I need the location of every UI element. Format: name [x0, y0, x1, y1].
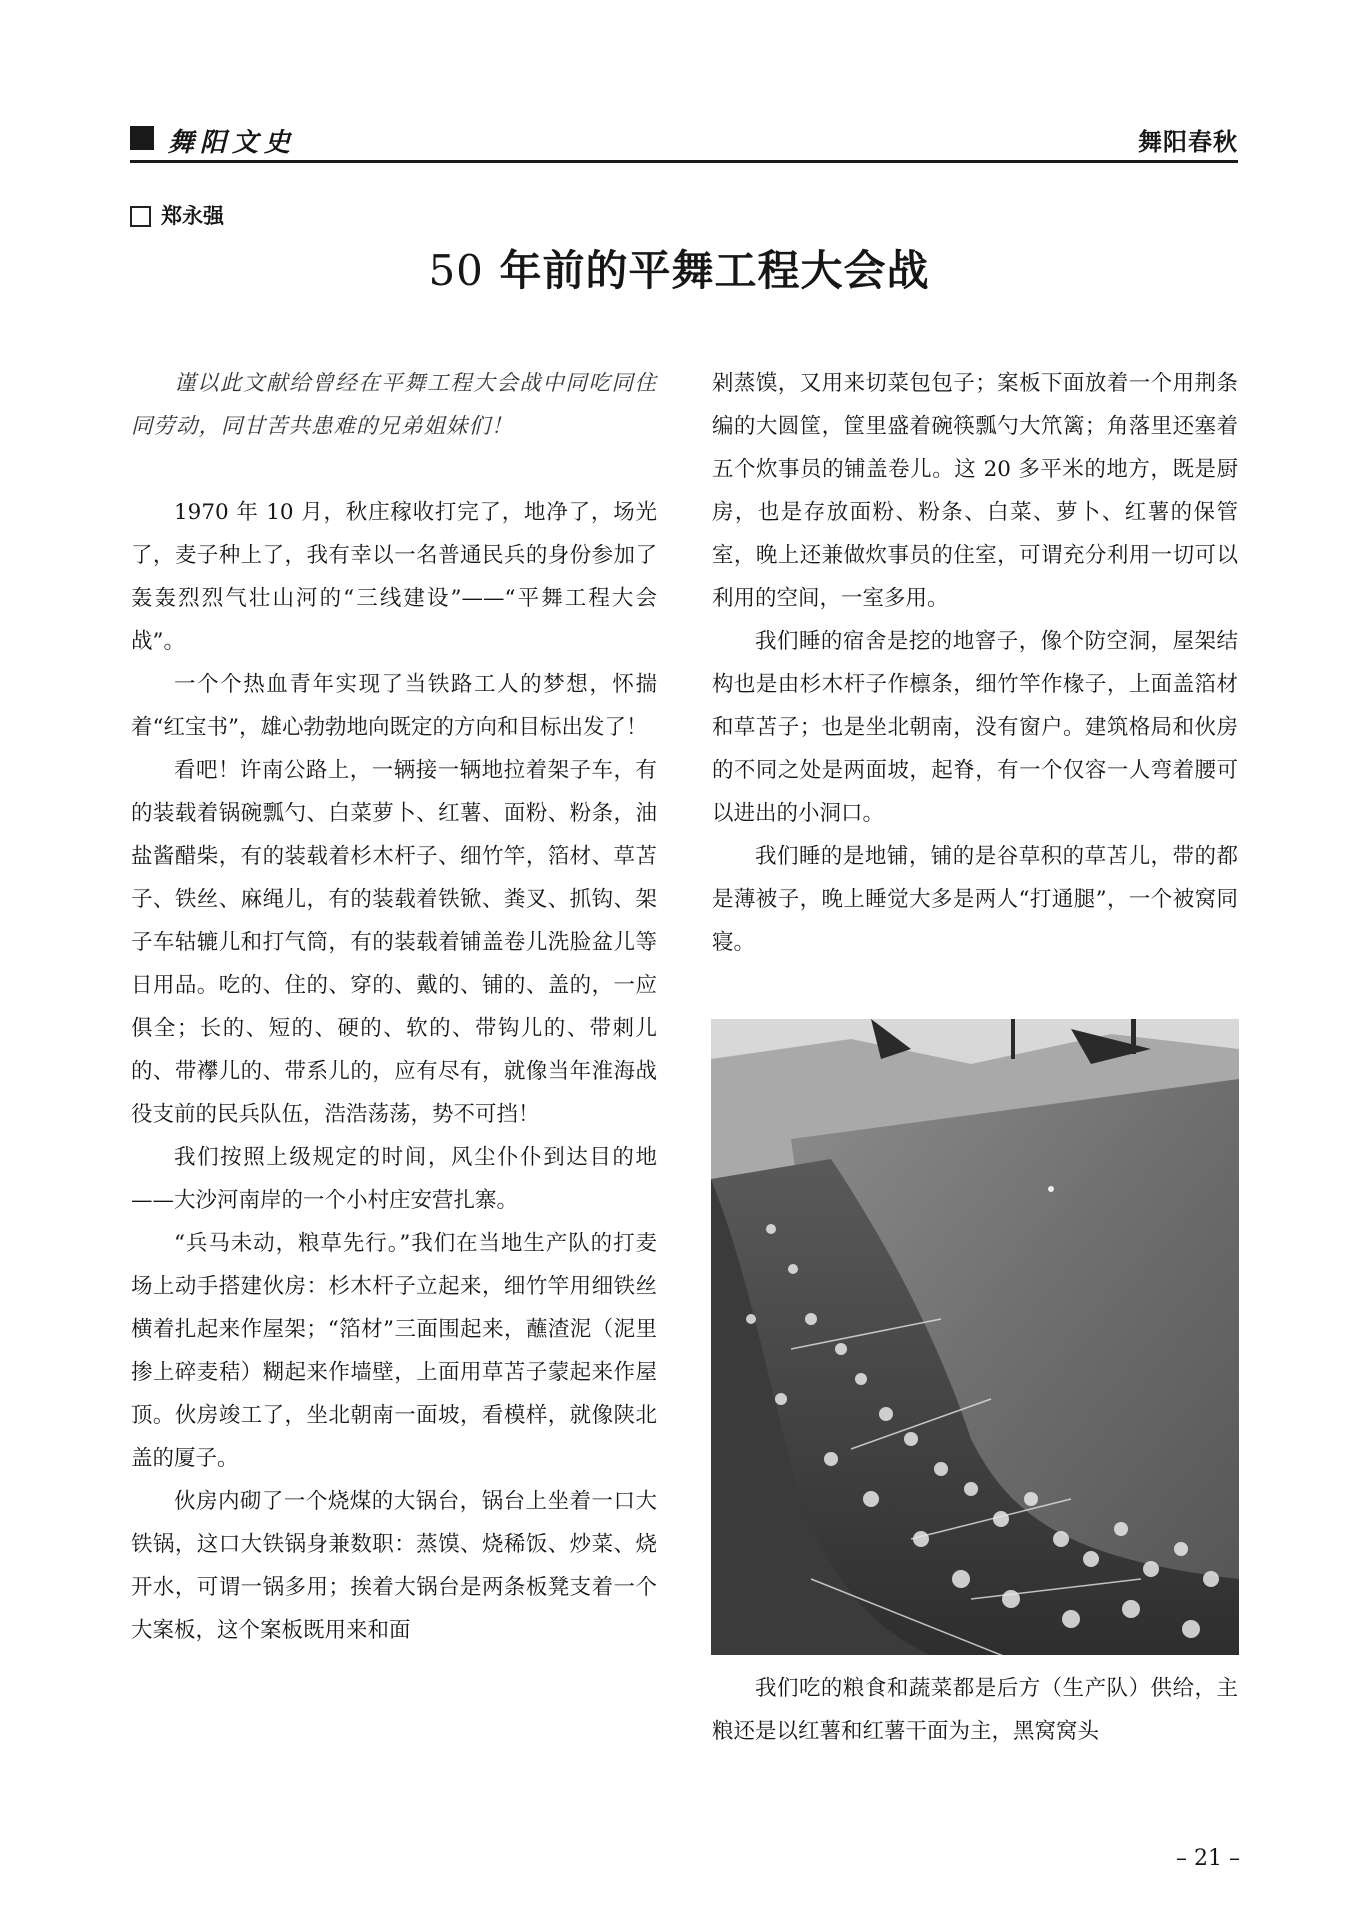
header-rule: [130, 160, 1238, 163]
author-box-icon: [130, 206, 151, 227]
right-column-bottom: [712, 1667, 1238, 1753]
page-header: [130, 126, 1238, 166]
left-column: [131, 362, 657, 1652]
paragraph: 一个个热血青年实现了当铁路工人的梦想，怀揣着“红宝书”，雄心勃勃地向既定的方向和目标出发了！: [131, 672, 657, 740]
paragraph: 1970 年 10 月，秋庄稼收打完了，地净了，场光了，麦子种上了，我有幸以一名普通民兵的身份参加了轰轰烈烈气壮山河的“三线建设”——“平舞工程大会战”。: [131, 500, 657, 654]
title-text: 年前的平舞工程大会战: [499, 246, 930, 295]
article-title: [0, 238, 1358, 298]
construction-photo: [711, 1019, 1239, 1655]
photo-image: [711, 1019, 1239, 1655]
section-title: 舞阳春秋: [1138, 128, 1238, 156]
journal-title: 舞阳文史: [168, 128, 297, 158]
title-number: 50: [428, 246, 484, 295]
paragraph: 我们吃的粮食和蔬菜都是后方（生产队）供给，主粮还是以红薯和红薯干面为主，黑窝窝头: [712, 1676, 1238, 1744]
header-square-icon: [130, 126, 154, 150]
dedication: 谨以此文献给曾经在平舞工程大会战中同吃同住同劳动，同甘苦共患难的兄弟姐妹们！: [131, 371, 657, 439]
paragraph: 伙房内砌了一个烧煤的大锅台，锅台上坐着一口大铁锅，这口大铁锅身兼数职：蒸馍、烧稀饭、炒菜、烧开水，可谓一锅多用；挨着大锅台是两条板凳支着一个大案板，这个案板既用来和面: [131, 1489, 657, 1643]
paragraph: “兵马未动，粮草先行。”我们在当地生产队的打麦场上动手搭建伙房：杉木杆子立起来，细竹竿用细铁丝横着扎起来作屋架；“箔材”三面围起来，蘸渣泥（泥里掺上碎麦秸）糊起来作墙壁，上面用草苫子蒙起来作屋顶。伙房竣工了，坐北朝南一面坡，看模样，就像陕北盖的厦子。: [131, 1231, 657, 1471]
page-number: – 21 –: [1176, 1846, 1240, 1871]
author-name: 郑永强: [161, 204, 224, 228]
author-line: [130, 200, 224, 230]
paragraph: 看吧！许南公路上，一辆接一辆地拉着架子车，有的装载着锅碗瓢勺、白菜萝卜、红薯、面粉、粉条，油盐酱醋柴，有的装载着杉木杆子、细竹竿，箔材、草苫子、铁丝、麻绳儿，有的装载着铁锨、粪叉、抓钩、架子车轱辘儿和打气筒，有的装载着铺盖卷儿洗脸盆儿等日用品。吃的、住的、穿的、戴的、铺的、盖的，一应俱全；长的、短的、硬的、软的、带钩儿的、带刺儿的、带襻儿的、带系儿的，应有尽有，就像当年淮海战役支前的民兵队伍，浩浩荡荡，势不可挡！: [131, 758, 657, 1127]
paragraph: 我们睡的是地铺，铺的是谷草积的草苫儿，带的都是薄被子，晚上睡觉大多是两人“打通腿”，一个被窝同寝。: [712, 844, 1238, 955]
paragraph: 我们按照上级规定的时间，风尘仆仆到达目的地——大沙河南岸的一个小村庄安营扎寨。: [131, 1145, 657, 1213]
right-column: [712, 362, 1238, 964]
paragraph: 我们睡的宿舍是挖的地窨子，像个防空洞，屋架结构也是由杉木杆子作檩条，细竹竿作椽子，上面盖箔材和草苫子；也是坐北朝南，没有窗户。建筑格局和伙房的不同之处是两面坡，起脊，有一个仅容一人弯着腰可以进出的小洞口。: [712, 629, 1238, 826]
paragraph-continued: 剁蒸馍，又用来切菜包包子；案板下面放着一个用荆条编的大圆筐，筐里盛着碗筷瓢勺大笊篱；角落里还塞着五个炊事员的铺盖卷儿。这 20 多平米的地方，既是厨房，也是存放面粉、粉条、白菜、萝卜、红薯的保管室，晚上还兼做炊事员的住室，可谓充分利用一切可以利用的空间，一室多用。: [712, 371, 1238, 611]
